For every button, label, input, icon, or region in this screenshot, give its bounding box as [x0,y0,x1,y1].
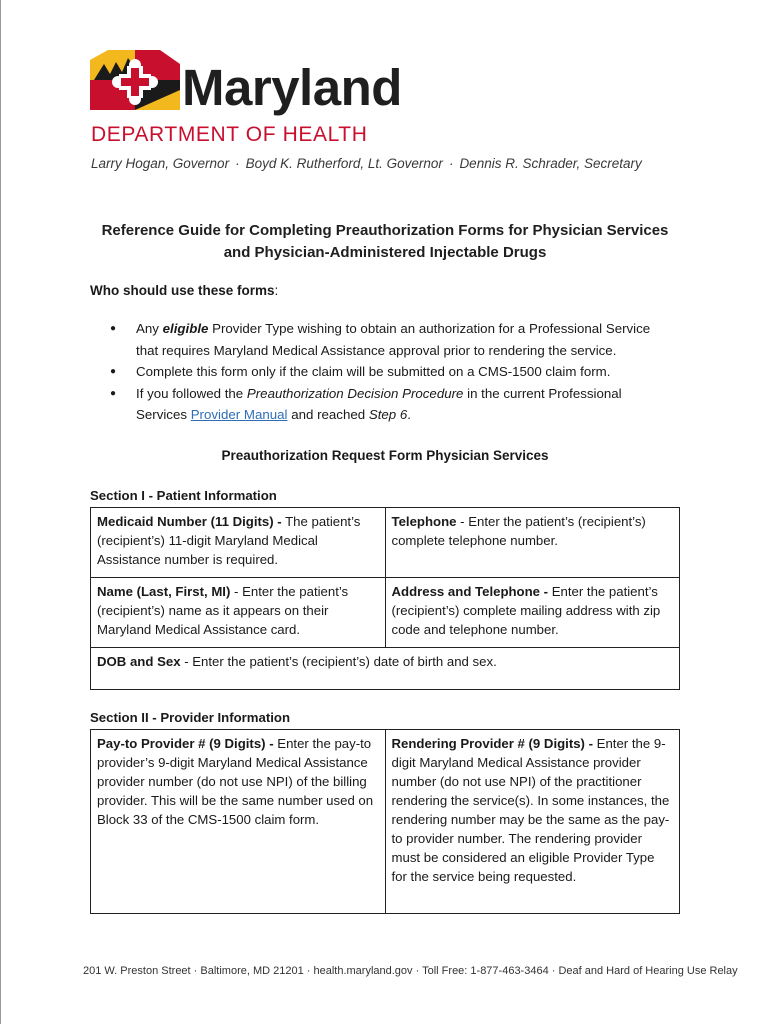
cell-text: - Enter the patient’s (recipient’s) complete telephone number. [391,514,646,548]
bullet-text: and reached [287,407,369,422]
who-label: Who should use these forms [90,283,275,298]
section-2-label: Section II - Provider Information [90,710,291,725]
table-row [91,508,680,578]
document-title [60,220,710,264]
section-1-label: Section I - Patient Information [90,488,277,503]
cell-text: Enter the pay-to provider’s 9-digit Maryland Medical Assistance provider number (do not use NPI) of the billing provider. This will be the same number used on Block 33 of the CMS-1500 claim form. [97,736,374,827]
page-edge-rule [0,0,1,1024]
cell-title: Medicaid Number (11 Digits) - [97,514,282,529]
cell-text: - Enter the patient’s (recipient’s) name as it appears on their Maryland Medical Assistance card. [97,584,349,637]
list-item [90,383,670,426]
bullet-emphasis: Preauthorization Decision Procedure [246,385,464,401]
cell-text: - Enter the patient’s (recipient’s) date of birth and sex. [180,654,497,669]
bullet-emphasis: Step 6 [368,407,408,422]
cell-text: The patient’s (recipient’s) 11-digit Maryland Medical Assistance number is required. [97,514,361,567]
who-colon: : [274,283,279,298]
table-row [91,578,680,648]
bullet-text: If you followed the [136,385,247,401]
table-row [91,648,680,690]
usage-bullet-list [90,318,670,426]
maryland-flag-logo-icon [90,50,180,110]
table-cell [91,730,386,914]
cell-text: Enter the 9-digit Maryland Medical Assistance provider number (do not use NPI) of the practitioner rendering the service(s). In some instances, the rendering number may be the same as the pay-to provider number. The rendering provider must be considered an eligible Provider Type for the service being requested. [391,736,670,884]
separator: · [448,156,454,171]
bullet-text: Any [136,321,163,336]
table-cell [91,648,680,690]
table-cell [385,508,680,578]
title-line-2: and Physician-Administered Injectable Drugs [223,244,547,261]
bullet-text: in the current Professional Services [136,385,622,422]
table-cell [385,730,680,914]
cell-text: Enter the patient’s (recipient’s) complete mailing address with zip code and telephone number. [391,584,661,637]
table-row [91,730,680,914]
governor: Larry Hogan, Governor [91,156,230,171]
title-line-1: Reference Guide for Completing Preauthorization Forms for Physician Services [101,222,669,239]
separator: · [235,156,240,171]
provider-manual-link[interactable]: Provider Manual [190,407,288,422]
cell-title: Rendering Provider # (9 Digits) - [391,736,594,751]
maryland-logo-text: Maryland [182,59,402,116]
cell-title: Name (Last, First, MI) [97,584,231,599]
list-item [90,361,670,383]
lt-governor: Boyd K. Rutherford, Lt. Governor [245,156,443,171]
who-heading [90,283,278,298]
cell-title: Address and Telephone - [391,584,549,599]
bullet-text: . [407,407,411,422]
cell-title: Pay-to Provider # (9 Digits) - [97,736,274,751]
list-item [90,318,670,361]
footer-address: 201 W. Preston Street · Baltimore, MD 21201 · health.maryland.gov · Toll Free: 1-877-463-3464 · Deaf and Hard of Hearing Use Relay [83,965,738,977]
bullet-text: Complete this form only if the claim will be submitted on a CMS-1500 claim form. [136,364,611,379]
provider-info-table [90,729,680,914]
patient-info-table [90,507,680,690]
bullet-emphasis: eligible [162,321,209,336]
table-cell [385,578,680,648]
bullet-text: Provider Type wishing to obtain an authorization for a Professional Service that requires Maryland Medical Assistance approval prior to rendering the service. [136,321,651,358]
form-title: Preauthorization Request Form Physician Services [221,448,549,463]
table-cell [91,578,386,648]
officials-line [91,155,642,173]
cell-title: Telephone [391,514,457,529]
cell-title: DOB and Sex [97,654,181,669]
secretary: Dennis R. Schrader, Secretary [459,156,642,171]
department-name: DEPARTMENT OF HEALTH [91,123,368,146]
table-cell [91,508,386,578]
